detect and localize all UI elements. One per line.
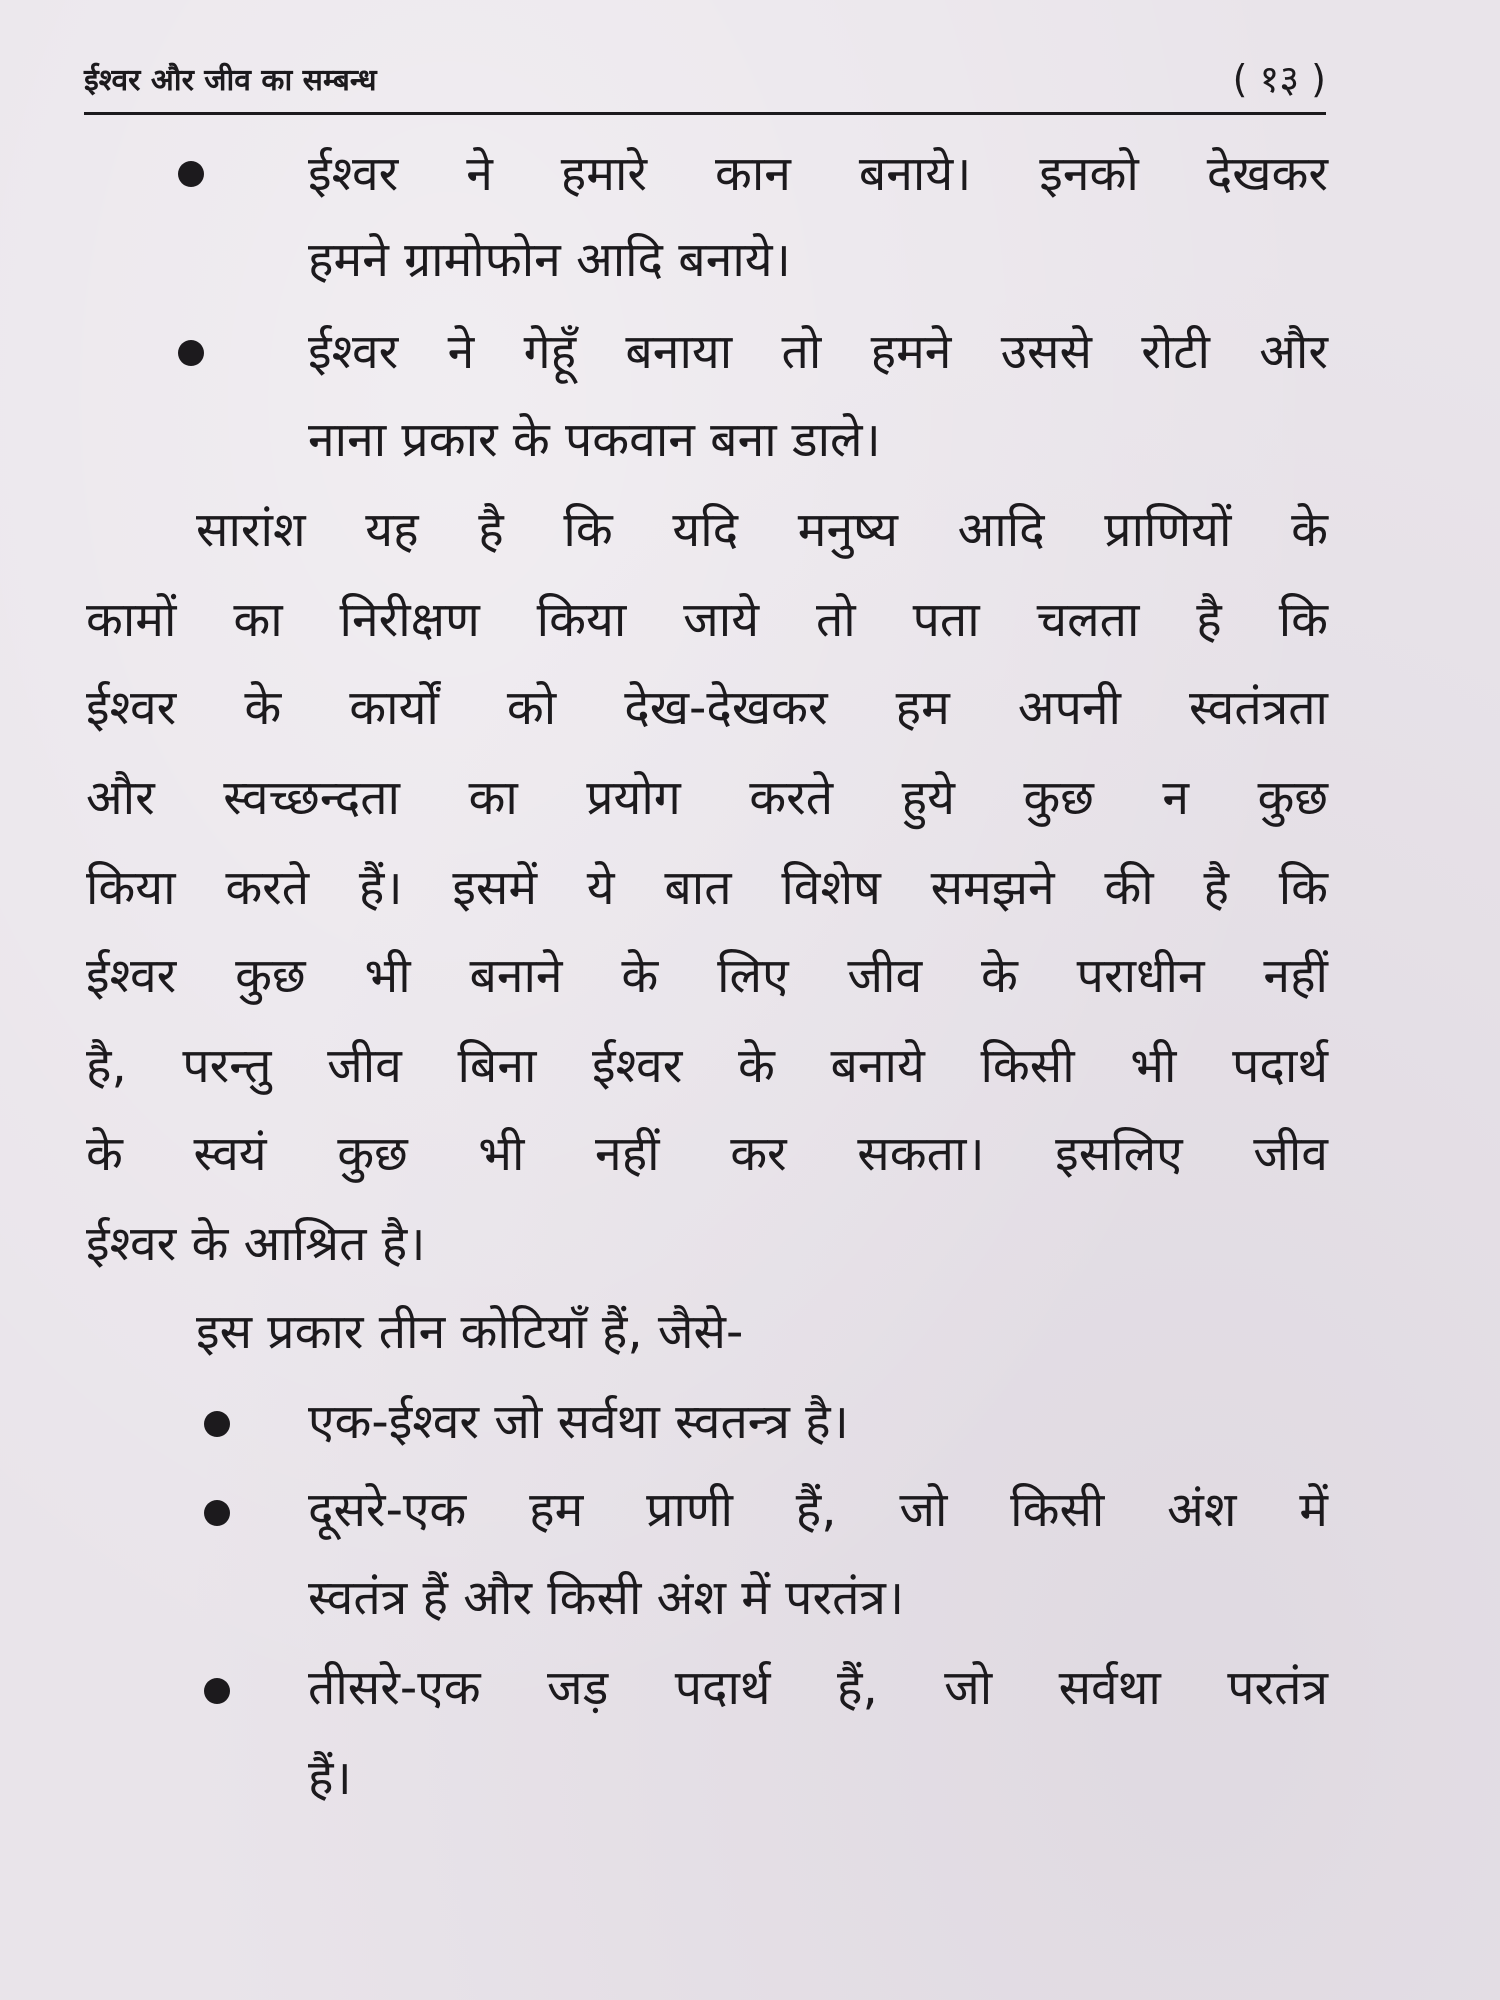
paragraph-line-9: ईश्वर के आश्रित है। — [86, 1216, 426, 1272]
bullet-4-line-1: दूसरे-एक हम प्राणी हैं, जो किसी अंश में — [308, 1482, 1328, 1538]
paragraph-line-5: किया करते हैं। इसमें ये बात विशेष समझने की है कि — [86, 860, 1328, 916]
running-title: ईश्वर और जीव का सम्बन्ध — [84, 63, 377, 98]
bullet-icon — [178, 340, 204, 366]
bullet-icon — [204, 1678, 230, 1704]
page-header — [84, 52, 1326, 102]
bullet-4-line-2: स्वतंत्र हैं और किसी अंश में परतंत्र। — [308, 1570, 905, 1626]
paragraph-line-3: ईश्वर के कार्यों को देख-देखकर हम अपनी स्वतंत्रता — [86, 680, 1328, 736]
bullet-3-line-1: एक-ईश्वर जो सर्वथा स्वतन्त्र है। — [308, 1394, 849, 1450]
bullet-icon — [204, 1411, 230, 1437]
header-rule — [84, 112, 1326, 115]
bullet-1-line-2: हमने ग्रामोफोन आदि बनाये। — [308, 232, 791, 288]
bullet-2-line-2: नाना प्रकार के पकवान बना डाले। — [308, 412, 881, 468]
paragraph-line-8: के स्वयं कुछ भी नहीं कर सकता। इसलिए जीव — [86, 1126, 1328, 1182]
intro-line: इस प्रकार तीन कोटियाँ हैं, जैसे- — [196, 1304, 744, 1360]
paragraph-line-1: सारांश यह है कि यदि मनुष्य आदि प्राणियों के — [196, 502, 1328, 558]
paragraph-line-6: ईश्वर कुछ भी बनाने के लिए जीव के पराधीन नहीं — [86, 948, 1328, 1004]
paragraph-line-7: है, परन्तु जीव बिना ईश्वर के बनाये किसी भी पदार्थ — [86, 1038, 1328, 1094]
bullet-2-line-1: ईश्वर ने गेहूँ बनाया तो हमने उससे रोटी और — [308, 324, 1328, 380]
page-number: ( १३ ) — [1232, 57, 1326, 101]
paragraph-line-4: और स्वच्छन्दता का प्रयोग करते हुये कुछ न कुछ — [86, 770, 1328, 826]
bullet-1-line-1: ईश्वर ने हमारे कान बनाये। इनको देखकर — [308, 146, 1328, 202]
paragraph-line-2: कामों का निरीक्षण किया जाये तो पता चलता है कि — [86, 592, 1328, 648]
bullet-icon — [204, 1500, 230, 1526]
bullet-5-line-1: तीसरे-एक जड़ पदार्थ हैं, जो सर्वथा परतंत्र — [308, 1660, 1328, 1716]
bullet-icon — [178, 161, 204, 187]
bullet-5-line-2: हैं। — [308, 1750, 352, 1806]
